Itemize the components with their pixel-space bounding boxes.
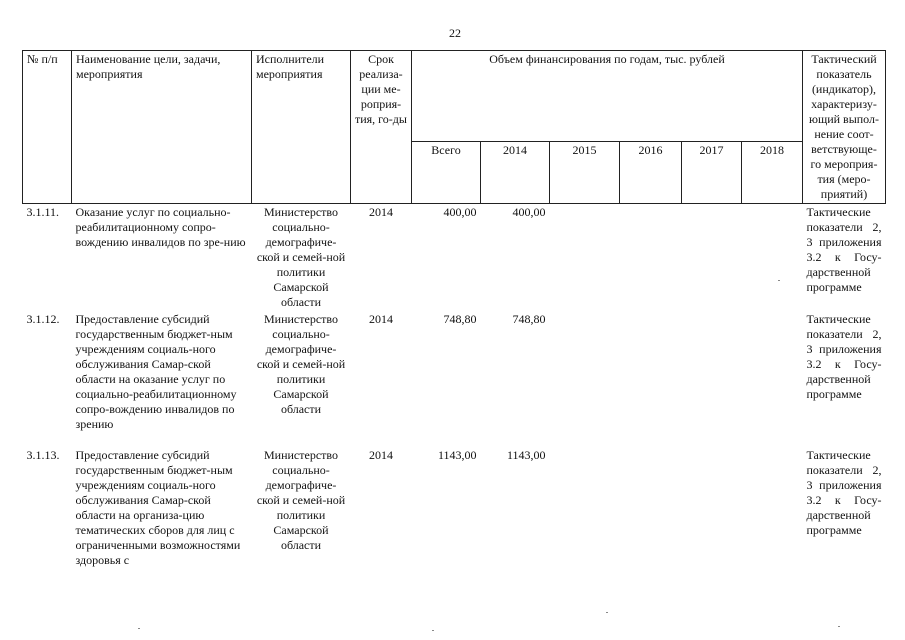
table-row: [23, 311, 886, 447]
funding-2016: [620, 311, 682, 447]
header-indicator: Тактический показатель (индикатор), характеризу-ющий выпол-нение соот-ветствующе-го мероприя-тия (меро-приятий): [803, 51, 886, 204]
funding-2017: [682, 311, 742, 447]
activity-name: Оказание услуг по социально-реабилитационному сопро-вождению инвалидов по зре-нию: [75, 205, 246, 249]
activity-name: Предоставление субсидий государственным бюджет-ным учреждениям социаль-ного обслуживания Самар-ской области на организа-цию тематических сборов для лиц с ограниченными возможностями здоровья с: [75, 448, 241, 567]
funding-total: 400,00: [443, 205, 477, 219]
activity-executor: Министерство социально-демографиче-ской и семей-ной политики Самарской области: [256, 312, 346, 416]
activity-term: 2014: [369, 312, 393, 326]
row-number: 3.1.12.: [26, 312, 60, 326]
table-row: [23, 204, 886, 312]
row-number: 3.1.13.: [26, 448, 60, 462]
header-total: Всего: [412, 141, 481, 203]
funding-2017: [682, 447, 742, 569]
scan-speck: [838, 626, 840, 627]
funding-2018: [742, 311, 803, 447]
header-year-2015: 2015: [550, 141, 620, 203]
activity-executor: Министерство социально-демографиче-ской и семей-ной политики Самарской области: [256, 205, 346, 309]
funding-2015: [550, 311, 620, 447]
scan-speck: [606, 612, 608, 613]
funding-2014: 1143,00: [506, 448, 546, 462]
funding-2016: [620, 204, 682, 312]
header-year-2018: 2018: [742, 141, 803, 203]
header-year-2016: 2016: [620, 141, 682, 203]
table-row: [23, 447, 886, 569]
funding-2018: [742, 447, 803, 569]
activity-indicator: Тактические показатели 2, 3 приложения 3.2 к Госу-дарственной программе: [806, 312, 882, 401]
activity-indicator: Тактические показатели 2, 3 приложения 3.2 к Госу-дарственной программе: [806, 448, 882, 537]
row-number: 3.1.11.: [26, 205, 60, 219]
header-year-2014: 2014: [481, 141, 550, 203]
scan-speck: [432, 630, 434, 631]
scan-speck: [778, 280, 780, 281]
activity-term: 2014: [369, 448, 393, 462]
header-num: № п/п: [23, 51, 72, 204]
funding-2018: [742, 204, 803, 312]
page-number: 22: [449, 26, 461, 40]
activity-term: 2014: [369, 205, 393, 219]
funding-2015: [550, 447, 620, 569]
header-term: Срок реализа-ции ме-роприя-тия, го-ды: [351, 51, 412, 204]
header-year-2017: 2017: [682, 141, 742, 203]
header-name: Наименование цели, задачи, мероприятия: [72, 51, 252, 204]
funding-2015: [550, 204, 620, 312]
funding-total: 1143,00: [437, 448, 477, 462]
activity-name: Предоставление субсидий государственным бюджет-ным учреждениям социаль-ного обслуживания Самар-ской области на оказание услуг по социально-реабилитационному сопро-вождению инвалидов по зрению: [75, 312, 237, 431]
header-funding: Объем финансирования по годам, тыс. рублей: [412, 51, 803, 142]
scan-speck: [138, 628, 140, 629]
funding-2014: 748,80: [512, 312, 546, 326]
activity-indicator: Тактические показатели 2, 3 приложения 3.2 к Госу-дарственной программе: [806, 205, 882, 294]
funding-2014: 400,00: [512, 205, 546, 219]
header-executors: Исполнители мероприятия: [252, 51, 351, 204]
funding-total: 748,80: [443, 312, 477, 326]
funding-2016: [620, 447, 682, 569]
program-activities-table: [22, 50, 886, 569]
activity-executor: Министерство социально-демографиче-ской и семей-ной политики Самарской области: [256, 448, 346, 552]
funding-2017: [682, 204, 742, 312]
